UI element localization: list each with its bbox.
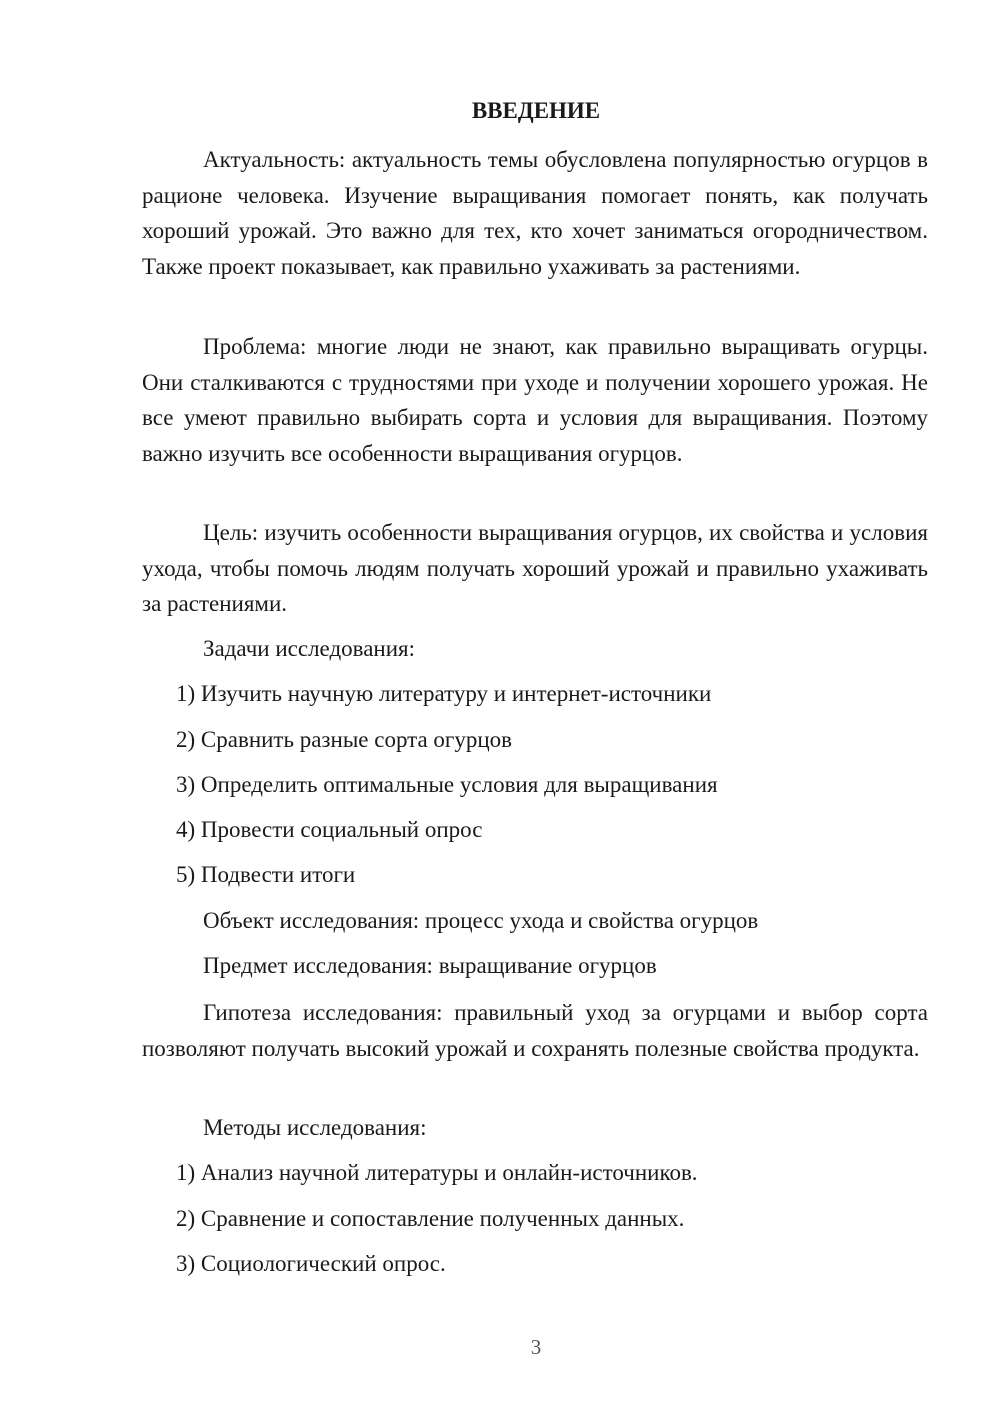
hypothesis-paragraph: Гипотеза исследования: правильный уход за огурцами и выбор сорта позволяют получать высокий урожай и сохранять полезные свойства продукта. bbox=[142, 1000, 928, 1061]
tasks-list-item: 1) Изучить научную литературу и интернет-источники bbox=[176, 681, 712, 706]
methods-list-item: 2) Сравнение и сопоставление полученных данных. bbox=[176, 1206, 685, 1231]
object-line: Объект исследования: процесс ухода и свойства огурцов bbox=[203, 908, 759, 933]
relevance-paragraph: Актуальность: актуальность темы обусловлена популярностью огурцов в рационе человека. Изучение выращивания помогает понять, как получать хороший урожай. Это важно для тех, кто хочет заниматься огородничеством. Также проект показывает, как правильно ухаживать за растениями. bbox=[142, 147, 928, 279]
tasks-list-item: 3) Определить оптимальные условия для выращивания bbox=[176, 772, 718, 797]
methods-list-item: 1) Анализ научной литературы и онлайн-источников. bbox=[176, 1160, 698, 1185]
subject-line: Предмет исследования: выращивание огурцов bbox=[203, 953, 657, 978]
goal-paragraph: Цель: изучить особенности выращивания огурцов, их свойства и условия ухода, чтобы помочь людям получать хороший урожай и правильно ухаживать за растениями. bbox=[142, 520, 928, 616]
tasks-list-item: 4) Провести социальный опрос bbox=[176, 817, 483, 842]
tasks-heading: Задачи исследования: bbox=[203, 636, 416, 661]
tasks-list-item: 5) Подвести итоги bbox=[176, 862, 356, 887]
methods-heading: Методы исследования: bbox=[203, 1115, 427, 1140]
page-number: 3 bbox=[530, 1335, 542, 1359]
page-title: ВВЕДЕНИЕ bbox=[471, 98, 601, 123]
problem-paragraph: Проблема: многие люди не знают, как правильно выращивать огурцы. Они сталкиваются с трудностями при уходе и получении хорошего урожая. Не все умеют правильно выбирать сорта и условия для выращивания. Поэтому важно изучить все особенности выращивания огурцов. bbox=[142, 334, 928, 466]
tasks-list-item: 2) Сравнить разные сорта огурцов bbox=[176, 727, 513, 752]
methods-list-item: 3) Социологический опрос. bbox=[176, 1251, 446, 1276]
